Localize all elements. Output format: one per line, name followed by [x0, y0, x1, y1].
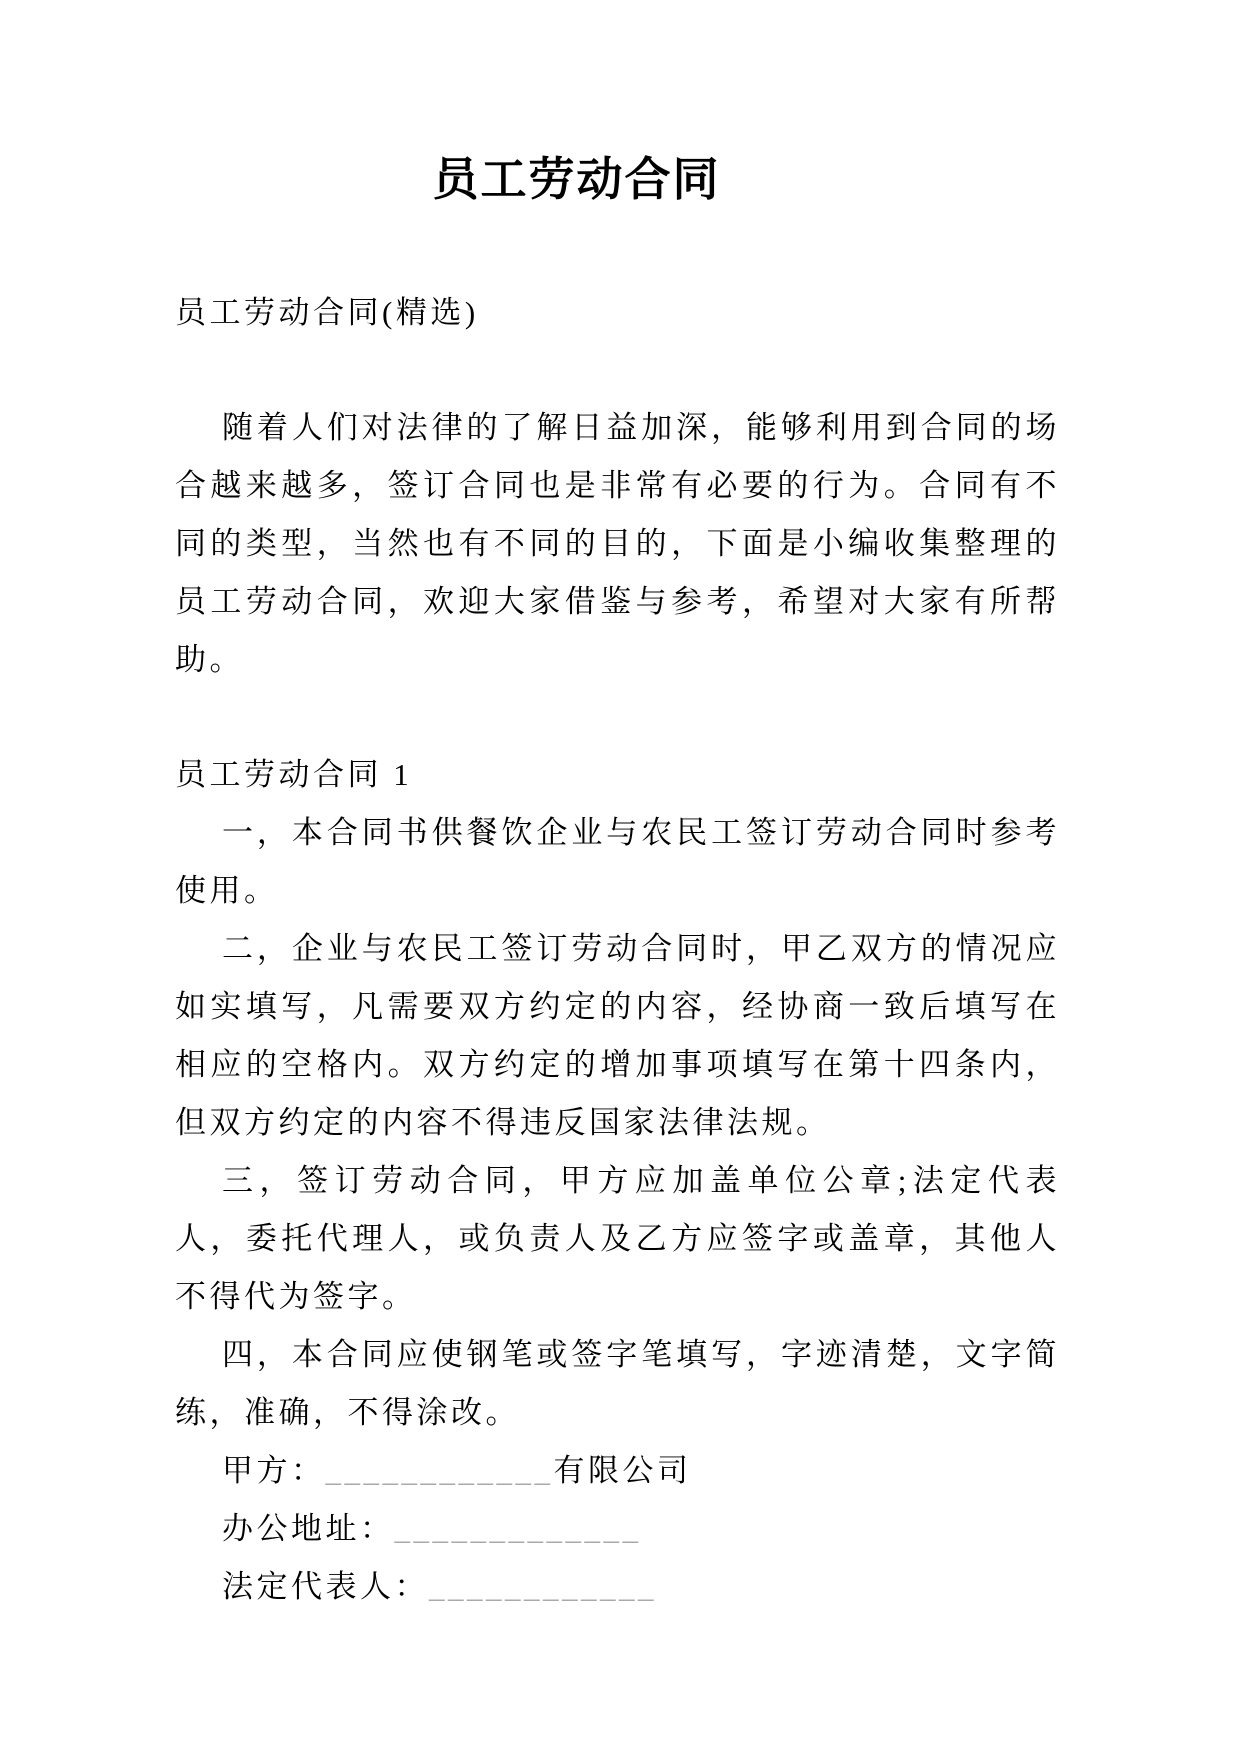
field-office-address-label: 办公地址：: [222, 1511, 395, 1546]
field-office-address-blank: _____________: [394, 1511, 642, 1546]
field-party-a-suffix: 有限公司: [553, 1453, 692, 1488]
intro-paragraph: 随着人们对法律的了解日益加深，能够利用到合同的场合越来越多，签订合同也是非常有必要的行为。合同有不同的类型，当然也有不同的目的，下面是小编收集整理的员工劳动合同，欢迎大家借鉴与参考，希望对大家有所帮助。: [175, 410, 1060, 677]
clause-1: 一，本合同书供餐饮企业与农民工签订劳动合同时参考使用。: [175, 815, 1060, 908]
clause-4: 四，本合同应使钢笔或签字笔填写，字迹清楚，文字简练，准确，不得涂改。: [175, 1337, 1060, 1430]
field-office-address: [175, 1500, 1060, 1558]
field-party-a: [175, 1442, 1060, 1500]
document-title: 员工劳动合同: [432, 154, 721, 205]
field-legal-representative: [175, 1558, 1060, 1616]
field-party-a-label: 甲方：: [222, 1453, 326, 1488]
field-legal-representative-blank: ____________: [429, 1569, 657, 1604]
section-heading: 员工劳动合同 1: [175, 757, 413, 792]
clause-2: 二，企业与农民工签订劳动合同时，甲乙双方的情况应如实填写，凡需要双方约定的内容，经协商一致后填写在相应的空格内。双方约定的增加事项填写在第十四条内，但双方约定的内容不得违反国家法律法规。: [175, 931, 1060, 1140]
field-legal-representative-label: 法定代表人：: [222, 1569, 429, 1604]
document-subtitle: 员工劳动合同(精选): [175, 295, 479, 330]
field-party-a-blank: ____________: [325, 1453, 554, 1488]
clause-3: 三，签订劳动合同，甲方应加盖单位公章;法定代表人，委托代理人，或负责人及乙方应签字或盖章，其他人不得代为签字。: [175, 1163, 1060, 1314]
